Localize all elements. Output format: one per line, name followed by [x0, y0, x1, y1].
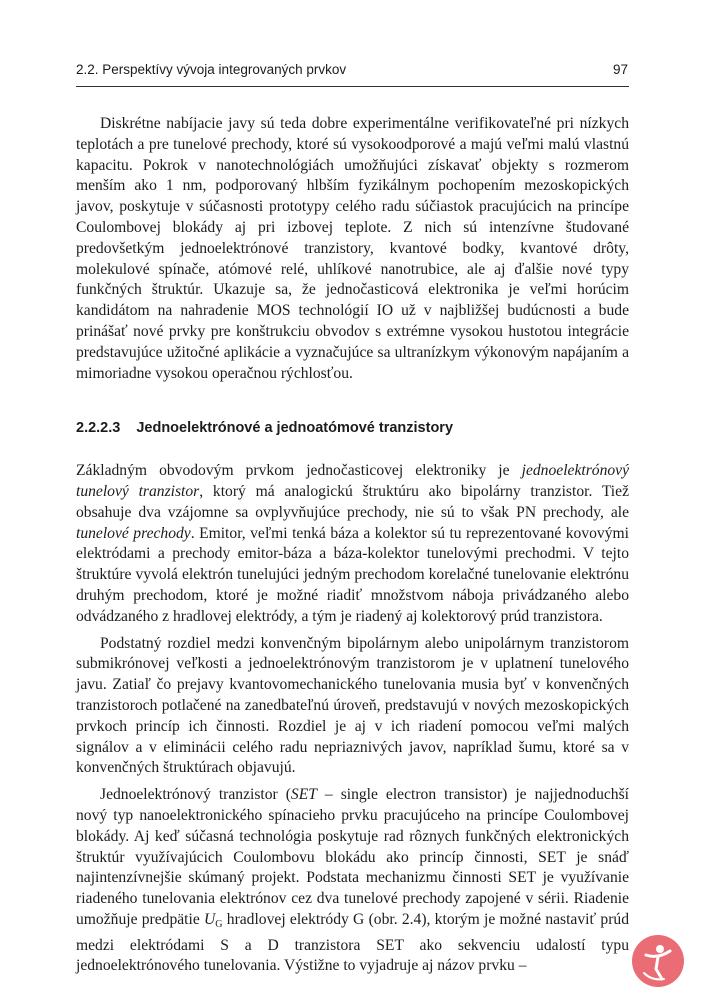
- section-title: Jednoelektrónové a jednoatómové tranzistory: [136, 420, 454, 437]
- p2-text-3: . Emitor, veľmi tenká báza a kolektor sú tu reprezentované kovovými elektródami a prechody emitor-báza a báza-kolektor tunelovými prechodmi. V tejto štruktúre vyvolá elektrón tunelujúci jedným prechodom korelačné tunelovanie elektrónu druhým prechodom, ktoré je možné riadiť množstvom náboja privádzaného alebo odvádzaného z hradlovej elektródy, a tým je riadený aj kolektorový prúd tranzistora.: [76, 524, 629, 625]
- p2-text-2: , ktorý má analogickú štruktúru ako bipolárny tranzistor. Tiež obsahuje dva vzájomne sa ovplyvňujúce prechody, nie sú to však PN prechody, ale: [76, 482, 629, 521]
- p4-symbol: U: [204, 910, 216, 928]
- page-number: 97: [612, 62, 628, 77]
- paragraph-1: Diskrétne nabíjacie javy sú teda dobre experimentálne verifikovateľné pri nízkych teplotách a pre tunelové prechody, ktoré sú vysokoodporové a majú veľmi malú vlastnú kapacitu. Pokrok v nanotechnológiách umožňujúci získavať objekty s rozmerom menším ako 1 nm, podporovaný hlbším fyzikálnym pochopením mezoskopických javov, poskytuje v súčasnosti prototypy celého radu súčiastok pracujúcich na princípe Coulombovej blokády aj pri izbovej teplote. Z nich sú intenzívne študované predovšetkým jednoelektrónové tranzistory, kvantové bodky, kvantové drôty, molekulové spínače, atómové relé, uhlíkové nanotrubice, ale aj ďalšie nové typy funkčných štruktúr. Ukazuje sa, že jednočasticová elektronika je veľmi horúcim kandidátom na nahradenie MOS technológií IO už v najbližšej budúcnosti a bude prinášať nové prvky pre konštrukciu obvodov s extrémne vysokou hustotou integrácie predstavujúce užitočné aplikácie a vyznačujúce sa ultranízkym výkonovým napájaním a mimoriadne vysokou operačnou rýchlosťou.: [76, 115, 629, 382]
- running-header: [76, 62, 628, 77]
- p4-text-3: hradlovej elektródy G (obr. 2.4), ktorým je možné nastaviť prúd medzi elektródami S a D tranzistora SET ako sekvenciu udalostí typu jednoelektrónového tunelovania. Výstižne to vyjadruje aj názov prvku –: [76, 910, 629, 975]
- gymnast-logo-icon: [632, 935, 684, 987]
- main-text: [76, 114, 629, 983]
- paragraph-4: [76, 785, 629, 977]
- p4-text-1: Jednoelektrónový tranzistor (: [100, 786, 291, 804]
- p2-text-1: Základným obvodovým prvkom jednočasticovej elektroniky je: [76, 462, 522, 480]
- paragraph-3: Podstatný rozdiel medzi konvenčným bipolárnym alebo unipolárnym tranzistorom submikrónovej veľkosti a jednoelektrónovým tranzistorom je v uplatnení tunelového javu. Zatiaľ čo prejavy kvantovomechanického tunelovania musia byť v konvenčných tranzistoroch potlačené na zanedbateľnú úroveň, predstavujú v nových mezoskopických prvkoch princíp ich činnosti. Rozdiel je aj v ich riadení pomocou veľmi malých signálov a v eliminácii celého radu nepriaznivých javov, napríklad šumu, ktoré sa v konvenčných štruktúrach objavujú.: [76, 634, 629, 777]
- p2-term-1: jednoelektrónový tunelový tranzistor: [76, 462, 629, 500]
- paragraph-2: [76, 461, 629, 627]
- p4-text-2: – single electron transistor) je najjednoduchší nový typ nanoelektronického spínacieho prvku pracujúceho na princípe Coulombovej blokády. Aj keď súčasná technológia poskytuje rad rôznych funkčných elektronických štruktúr využívajúcich Coulombovu blokádu ako princíp činnosti, SET je snáď najintenzívnejšie skúmaný projekt. Podstata mechanizmu činnosti SET je využívanie riadeného tunelovania elektrónov cez dva tunelové prechody zapojené v sérii. Riadenie umožňuje predpätie: [76, 786, 629, 928]
- section-number: 2.2.2.3: [76, 420, 121, 437]
- header-section-title: 2.2. Perspektívy vývoja integrovaných prvkov: [76, 62, 347, 77]
- p4-subscript: G: [215, 918, 223, 930]
- header-divider: [76, 86, 629, 87]
- p2-term-2: tunelové prechody: [76, 524, 191, 542]
- section-heading: [76, 418, 629, 439]
- p4-abbr: SET: [290, 786, 317, 804]
